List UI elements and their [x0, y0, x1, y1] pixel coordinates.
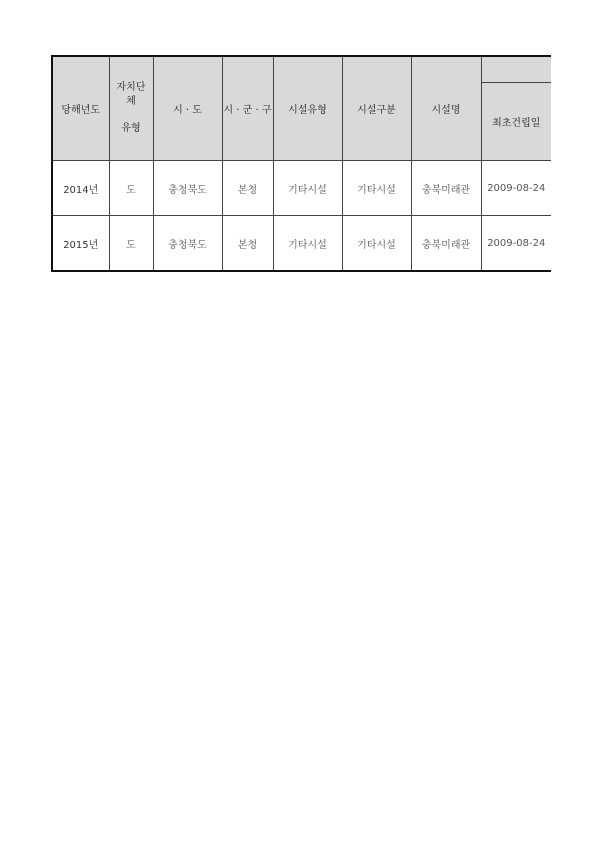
facility-table-sheet — [51, 55, 550, 295]
header-year: 당해년도 — [52, 56, 109, 161]
header-gov-type-line2: 체 — [126, 96, 136, 107]
cell-facility-name: 충북미래관 — [411, 161, 481, 216]
header-gov-type — [109, 56, 153, 161]
header-district: 시 · 군 · 구 — [222, 56, 273, 161]
header-facility-type: 시설유형 — [273, 56, 342, 161]
cell-first-built: 2009-08-24 — [481, 161, 551, 216]
cell-facility-type: 기타시설 — [273, 161, 342, 216]
cell-gov-type: 도 — [109, 161, 153, 216]
header-province: 시 · 도 — [153, 56, 222, 161]
cell-year: 2014년 — [52, 161, 109, 216]
header-first-built: 최초건립일 — [481, 83, 551, 161]
cell-province: 충청북도 — [153, 161, 222, 216]
table-row — [52, 216, 551, 272]
cell-year: 2015년 — [52, 216, 109, 272]
cell-facility-class: 기타시설 — [342, 216, 411, 272]
header-group-cell — [481, 56, 551, 83]
cell-first-built: 2009-08-24 — [481, 216, 551, 272]
header-gov-type-line3: 유형 — [121, 123, 141, 134]
cell-facility-type: 기타시설 — [273, 216, 342, 272]
header-gov-type-line1: 자치단 — [116, 82, 146, 93]
cell-facility-name: 충북미래관 — [411, 216, 481, 272]
cell-gov-type: 도 — [109, 216, 153, 272]
cell-district: 본청 — [222, 161, 273, 216]
header-row — [52, 56, 551, 83]
table-row — [52, 161, 551, 216]
header-facility-name: 시설명 — [411, 56, 481, 161]
header-facility-class: 시설구분 — [342, 56, 411, 161]
cell-district: 본청 — [222, 216, 273, 272]
cell-province: 충청북도 — [153, 216, 222, 272]
facility-table — [51, 55, 551, 272]
cell-facility-class: 기타시설 — [342, 161, 411, 216]
